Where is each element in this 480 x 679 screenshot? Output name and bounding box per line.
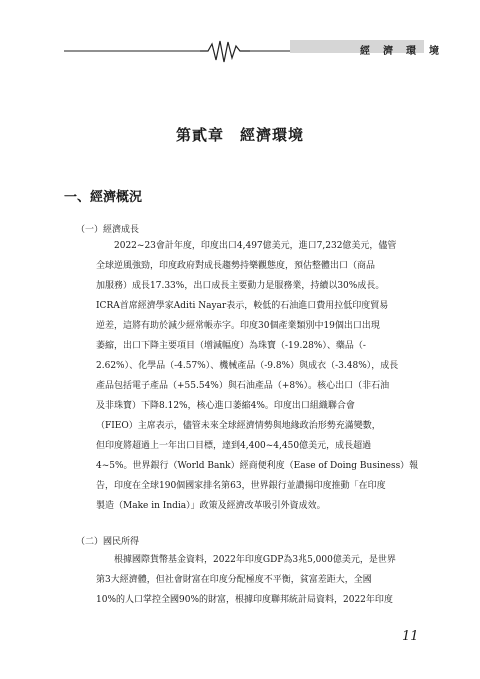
text-line: ICRA首席經濟學家Aditi Nayar表示，較低的石油進口費用拉低印度貿易: [96, 301, 389, 311]
text-line: 2022~23會計年度，印度出口4,497億美元，進口7,232億美元，儘管: [114, 241, 397, 251]
subsection-heading-economic-growth: （一）經濟成長: [76, 225, 140, 235]
running-header: [64, 36, 452, 66]
text-line: 4~5%。世界銀行（World Bank）經商便利度（Ease of Doing Business）報: [96, 461, 419, 471]
paragraph-national-income: [96, 550, 416, 610]
text-line: 逆差，這將有助於減少經常帳赤字。印度30個產業類別中19個出口出現: [96, 321, 380, 331]
text-line: 加服務）成長17.33%，出口成長主要動力是服務業，持續以30%成長。: [96, 281, 385, 291]
paragraph-economic-growth: [96, 236, 419, 516]
header-label: 經濟環境: [360, 46, 452, 57]
text-line: 告，印度在全球190個國家排名第63，世界銀行並讚揚印度推動「在印度: [96, 481, 386, 491]
text-line: 製造（Make in India）」政策及經濟改革吸引外資成效。: [96, 501, 326, 511]
text-line: 產品包括電子產品（+55.54%）與石油產品（+8%）。核心出口（非石油: [96, 381, 390, 391]
text-line: 但印度將超過上一年出口目標，達到4,400~4,450億美元，成長超過: [96, 441, 372, 451]
section-title: 一、經濟概況: [64, 190, 143, 205]
text-line: 10%的人口掌控全國90%的財富，根據印度聯邦統計局資料，2022年印度: [96, 595, 393, 605]
subsection-heading-national-income: （二）國民所得: [76, 537, 140, 547]
text-line: 2.62%）、化學品（-4.57%）、機械產品（-9.8%）與成衣（-3.48%），成長: [96, 361, 399, 371]
text-line: 萎縮，出口下降主要項目（增減幅度）為珠寶（-19.28%）、藥品（-: [96, 341, 366, 351]
text-line: 及非珠寶）下降8.12%，核心進口萎縮4%。印度出口組織聯合會: [96, 401, 355, 411]
page-number: 11: [402, 629, 419, 644]
text-line: 根據國際貨幣基金資料，2022年印度GDP為3兆5,000億美元，是世界: [114, 555, 396, 565]
text-line: 全球逆風強勁，印度政府對成長趨勢持樂觀態度，預估整體出口（商品: [96, 261, 376, 271]
text-line: 第3大經濟體，但社會財富在印度分配極度不平衡，貧富差距大，全國: [96, 575, 372, 585]
text-line: （FIEO）主席表示，儘管未來全球經濟情勢與地緣政治形勢充滿變數，: [96, 421, 381, 431]
chapter-title: 第貳章 經濟環境: [175, 126, 304, 144]
